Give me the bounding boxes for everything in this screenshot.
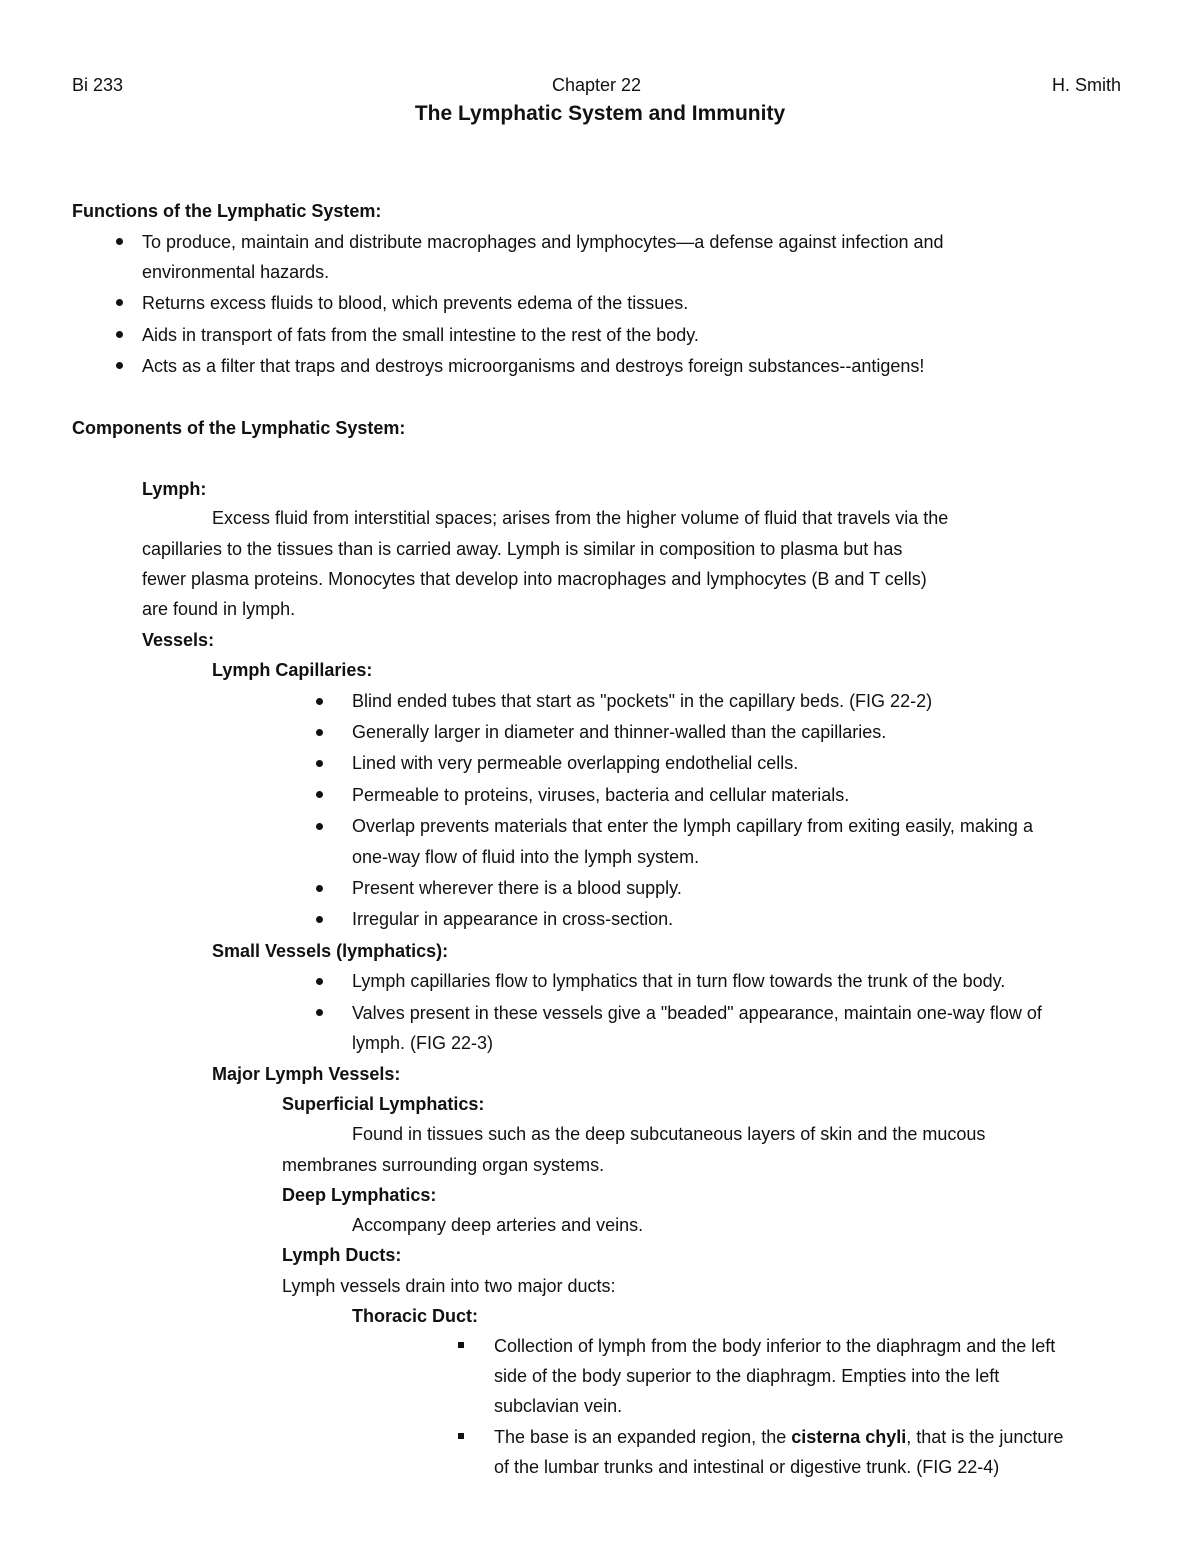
major-vessels-heading: Major Lymph Vessels:	[212, 1064, 401, 1084]
bullet-icon	[116, 331, 123, 338]
function-item-cont: environmental hazards.	[142, 262, 330, 282]
vessels-heading: Vessels:	[142, 630, 215, 650]
bullet-icon	[316, 698, 323, 705]
thoracic-item-text: , that is the juncture	[906, 1427, 1064, 1447]
thoracic-item: Collection of lymph from the body inferior to the diaphragm and the left	[494, 1336, 1056, 1356]
small-vessels-heading: Small Vessels (lymphatics):	[212, 941, 449, 961]
capillary-item: Generally larger in diameter and thinner-walled than the capillaries.	[352, 722, 887, 742]
lymph-capillaries-heading: Lymph Capillaries:	[212, 660, 373, 680]
small-vessel-item: Lymph capillaries flow to lymphatics that in turn flow towards the trunk of the body.	[352, 971, 1006, 991]
lymph-heading: Lymph:	[142, 479, 207, 499]
lymph-text: fewer plasma proteins. Monocytes that develop into macrophages and lymphocytes (B and T cells)	[142, 569, 927, 589]
bullet-icon	[116, 362, 123, 369]
capillary-item: Permeable to proteins, viruses, bacteria and cellular materials.	[352, 785, 850, 805]
thoracic-item	[494, 1426, 1063, 1448]
bullet-icon	[116, 299, 123, 306]
bullet-icon	[316, 885, 323, 892]
page-title: The Lymphatic System and Immunity	[414, 102, 786, 125]
bullet-icon	[316, 978, 323, 985]
function-item: Aids in transport of fats from the small intestine to the rest of the body.	[142, 325, 699, 345]
square-bullet-icon	[458, 1433, 464, 1439]
chapter-label: Chapter 22	[552, 75, 642, 95]
thoracic-item-cont: of the lumbar trunks and intestinal or digestive trunk. (FIG 22-4)	[494, 1457, 1000, 1477]
components-heading: Components of the Lymphatic System:	[72, 418, 406, 438]
deep-heading: Deep Lymphatics:	[282, 1185, 437, 1205]
lymph-text: Excess fluid from interstitial spaces; arises from the higher volume of fluid that travels via the	[212, 508, 949, 528]
bullet-icon	[316, 916, 323, 923]
bullet-icon	[116, 238, 123, 245]
thoracic-item-cont: side of the body superior to the diaphragm. Empties into the left	[494, 1366, 1000, 1386]
capillary-item: Overlap prevents materials that enter the lymph capillary from exiting easily, making a	[352, 816, 1033, 836]
lymph-ducts-heading: Lymph Ducts:	[282, 1245, 402, 1265]
superficial-heading: Superficial Lymphatics:	[282, 1094, 485, 1114]
thoracic-item-cont: subclavian vein.	[494, 1396, 623, 1416]
capillary-item: Lined with very permeable overlapping endothelial cells.	[352, 753, 799, 773]
author-name: H. Smith	[1052, 75, 1122, 95]
capillary-item: Irregular in appearance in cross-section.	[352, 909, 674, 929]
superficial-text: Found in tissues such as the deep subcutaneous layers of skin and the mucous	[352, 1124, 986, 1144]
function-item: Returns excess fluids to blood, which prevents edema of the tissues.	[142, 293, 689, 313]
thoracic-item-text: The base is an expanded region, the	[494, 1427, 792, 1447]
functions-heading: Functions of the Lymphatic System:	[72, 201, 382, 221]
small-vessel-item-cont: lymph. (FIG 22-3)	[352, 1033, 494, 1053]
bullet-icon	[316, 1009, 323, 1016]
function-item: To produce, maintain and distribute macrophages and lymphocytes—a defense against infection and	[142, 232, 944, 252]
cisterna-chyli-term: cisterna chyli	[791, 1427, 907, 1447]
bullet-icon	[316, 791, 323, 798]
ducts-intro: Lymph vessels drain into two major ducts:	[282, 1276, 616, 1296]
thoracic-duct-heading: Thoracic Duct:	[352, 1306, 479, 1326]
bullet-icon	[316, 823, 323, 830]
square-bullet-icon	[458, 1342, 464, 1348]
superficial-text: membranes surrounding organ systems.	[282, 1155, 605, 1175]
capillary-item: Present wherever there is a blood supply.	[352, 878, 682, 898]
course-code: Bi 233	[72, 75, 124, 95]
lymph-text: are found in lymph.	[142, 599, 296, 619]
deep-text: Accompany deep arteries and veins.	[352, 1215, 644, 1235]
small-vessel-item: Valves present in these vessels give a "beaded" appearance, maintain one-way flow of	[352, 1003, 1042, 1023]
bullet-icon	[316, 760, 323, 767]
lymph-text: capillaries to the tissues than is carried away. Lymph is similar in composition to plasma but has	[142, 539, 903, 559]
bullet-icon	[316, 729, 323, 736]
function-item: Acts as a filter that traps and destroys microorganisms and destroys foreign substances--antigens!	[142, 356, 925, 376]
capillary-item-cont: one-way flow of fluid into the lymph system.	[352, 847, 700, 867]
capillary-item: Blind ended tubes that start as "pockets" in the capillary beds. (FIG 22-2)	[352, 691, 933, 711]
